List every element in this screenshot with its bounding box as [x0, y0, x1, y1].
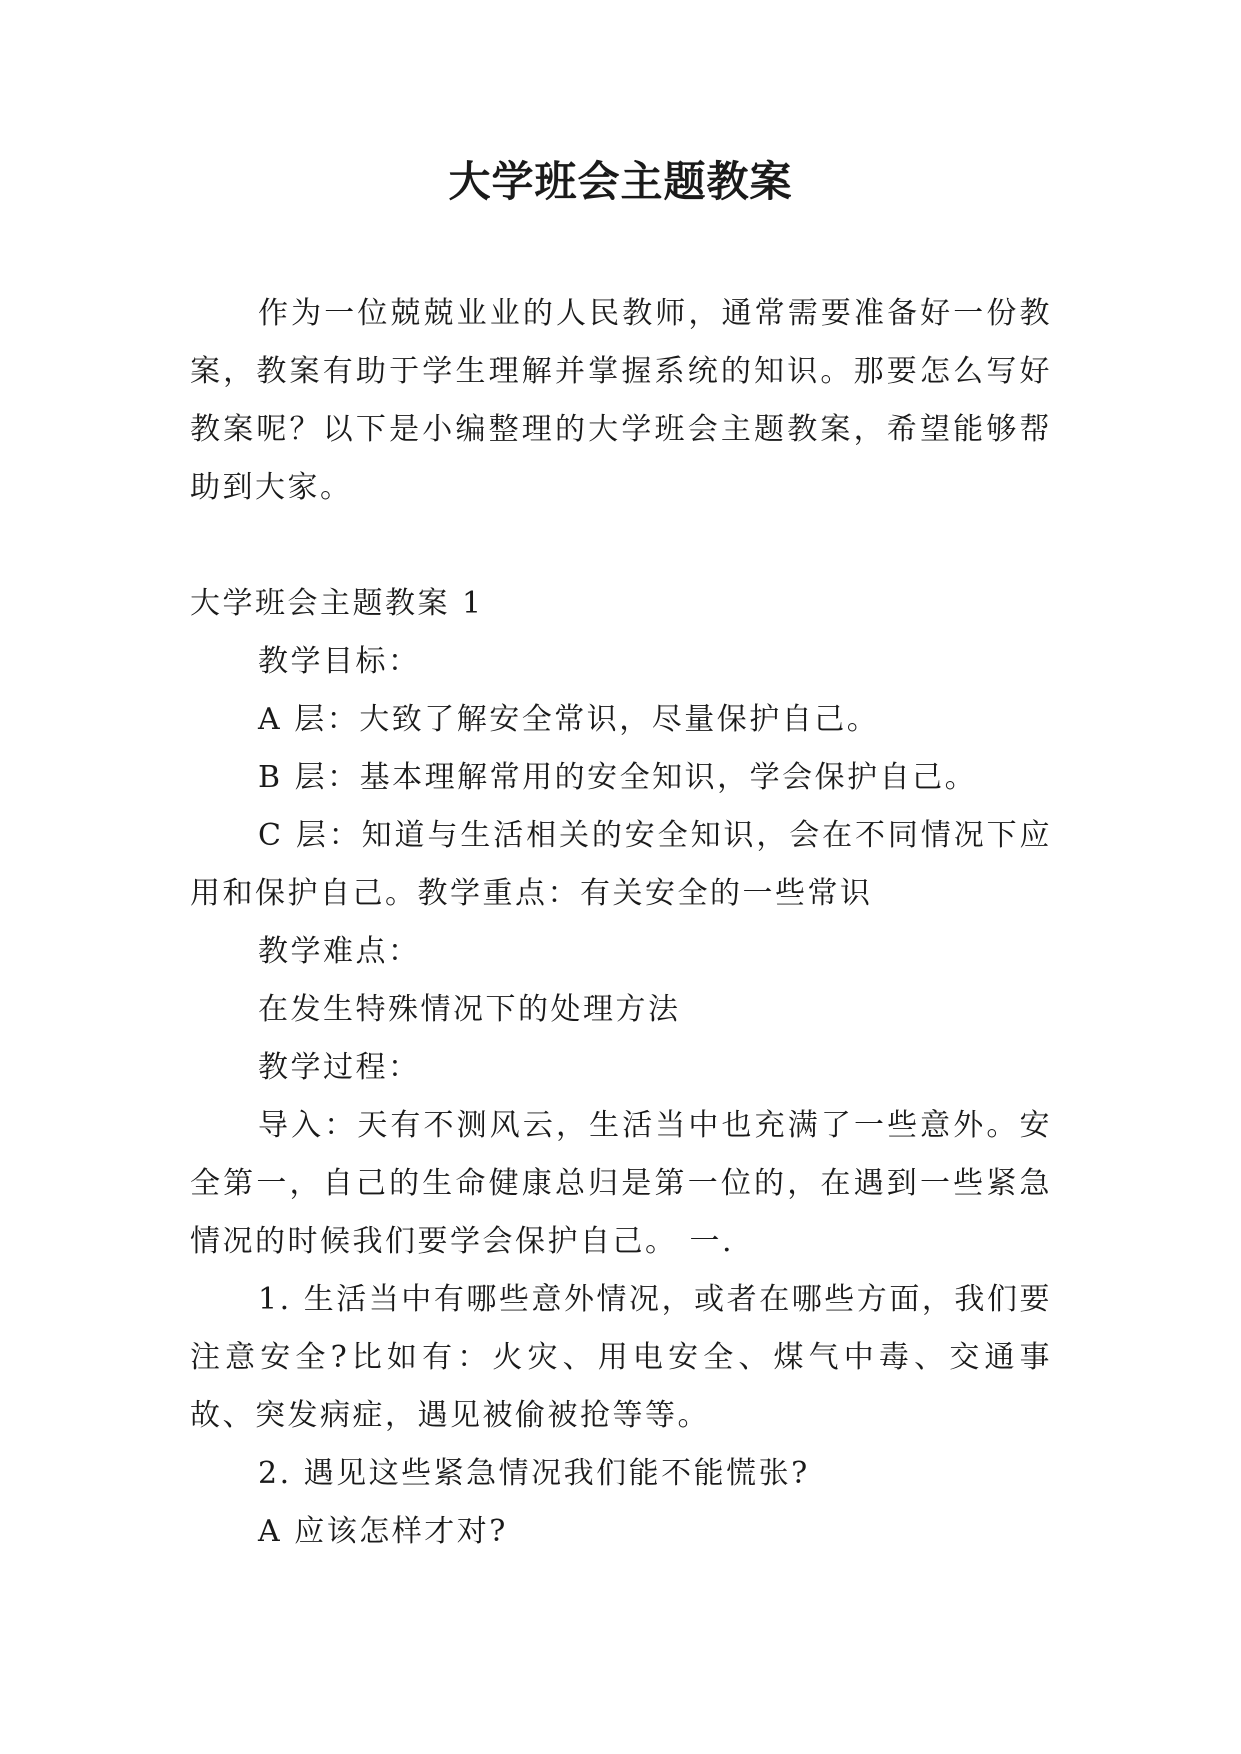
body-paragraph: A 应该怎样才对? — [258, 1514, 508, 1549]
document-body — [190, 285, 1052, 1561]
body-paragraph: 在发生特殊情况下的处理方法 — [258, 992, 681, 1027]
document-title: 大学班会主题教案 — [448, 157, 793, 206]
body-paragraph: 教学难点： — [258, 934, 421, 969]
body-paragraph: 2. 遇见这些紧急情况我们能不能慌张? — [258, 1456, 810, 1491]
body-paragraph: 导入：天有不测风云，生活当中也充满了一些意外。安全第一，自己的生命健康总归是第一位的，在遇到一些紧急情况的时候我们要学会保护自己。 一. — [190, 1108, 1052, 1259]
body-paragraph: 教学过程： — [258, 1050, 421, 1085]
intro-paragraph: 作为一位兢兢业业的人民教师，通常需要准备好一份教案，教案有助于学生理解并掌握系统的知识。那要怎么写好教案呢？以下是小编整理的大学班会主题教案，希望能够帮助到大家。 — [190, 296, 1052, 505]
body-paragraph: C 层：知道与生活相关的安全知识，会在不同情况下应用和保护自己。教学重点：有关安全的一些常识 — [190, 818, 1052, 911]
body-paragraph: B 层：基本理解常用的安全知识，学会保护自己。 — [258, 760, 978, 795]
body-paragraph: A 层：大致了解安全常识，尽量保护自己。 — [258, 702, 880, 737]
section-heading: 大学班会主题教案 1 — [190, 586, 484, 621]
body-paragraph: 1. 生活当中有哪些意外情况，或者在哪些方面，我们要注意安全?比如有：火灾、用电安全、煤气中毒、交通事故、突发病症，遇见被偷被抢等等。 — [190, 1282, 1052, 1433]
body-paragraph: 教学目标： — [258, 644, 421, 679]
